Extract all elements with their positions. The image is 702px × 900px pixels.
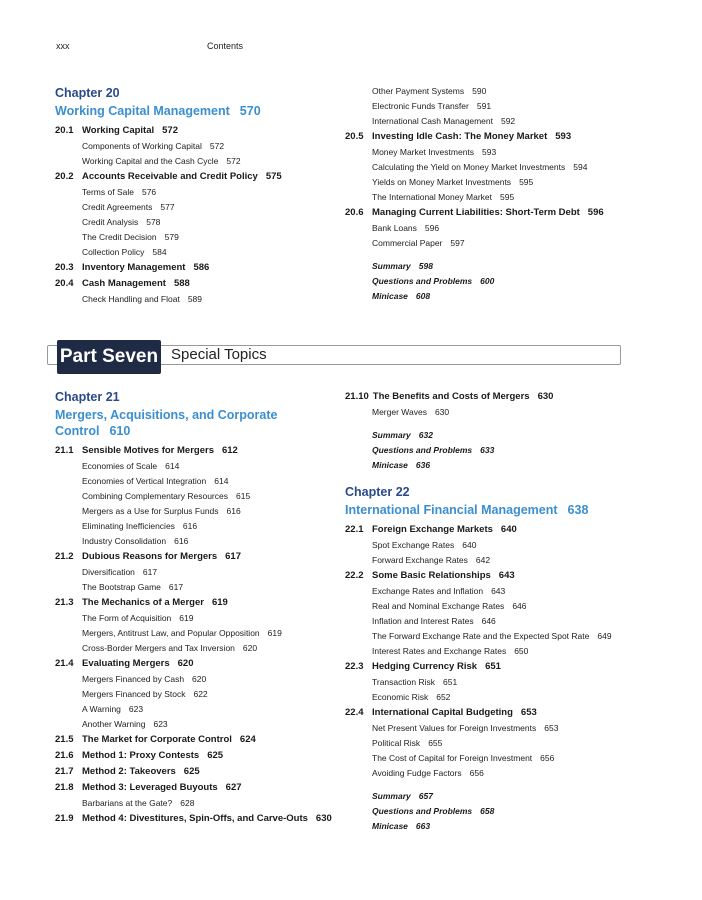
toc-list [345, 84, 645, 304]
subsection-page: 576 [141, 187, 157, 197]
toc-subsection[interactable] [55, 580, 355, 595]
subsection-title: Combining Complementary Resources [82, 491, 228, 501]
toc-section[interactable] [55, 276, 355, 292]
subsection-title: Yields on Money Market Investments [372, 177, 512, 187]
subsection-title: Credit Agreements [82, 202, 153, 212]
end-item-title: Minicase [372, 291, 408, 301]
subsection-page: 579 [164, 232, 179, 242]
end-item-page: 658 [480, 806, 495, 816]
page-number: xxx [56, 41, 70, 51]
subsection-title: Components of Working Capital [82, 141, 202, 151]
subsection-title: Calculating the Yield on Money Market Investments [372, 162, 566, 172]
subsection-title: Working Capital and the Cash Cycle [82, 156, 219, 166]
subsection-title: The International Money Market [372, 192, 493, 202]
section-title: Cash Management [82, 278, 166, 289]
toc-subsection[interactable] [55, 717, 355, 732]
toc-subsection[interactable] [345, 599, 645, 614]
toc-list [55, 443, 355, 827]
subsection-page: 616 [174, 536, 189, 546]
toc-section[interactable] [345, 522, 645, 538]
end-item-title: Summary [372, 430, 411, 440]
subsection-title: Merger Waves [372, 407, 427, 417]
subsection-page: 594 [573, 162, 588, 172]
end-item-title: Summary [372, 791, 411, 801]
end-item-page: 633 [480, 445, 495, 455]
end-item-title: Questions and Problems [372, 445, 473, 455]
subsection-page: 614 [165, 461, 180, 471]
subsection-title: Exchange Rates and Inflation [372, 586, 484, 596]
toc-subsection[interactable] [345, 236, 645, 251]
subsection-page: 650 [514, 646, 529, 656]
toc-subsection[interactable] [55, 796, 355, 811]
toc-end-item[interactable] [345, 443, 645, 458]
section-page: 640 [500, 524, 517, 535]
section-title: Method 3: Leveraged Buyouts [82, 782, 218, 793]
toc-section[interactable] [345, 205, 645, 221]
section-number: 20.1 [55, 125, 74, 136]
section-number: 20.6 [345, 207, 364, 218]
section-page: 617 [225, 551, 241, 562]
section-number: 21.10 [345, 391, 369, 402]
chapter-page: 570 [239, 104, 261, 118]
section-title: Accounts Receivable and Credit Policy [82, 171, 258, 182]
subsection-title: Money Market Investments [372, 147, 475, 157]
toc-subsection[interactable] [345, 190, 645, 205]
toc-subsection[interactable] [345, 766, 645, 781]
subsection-page: 620 [242, 643, 258, 653]
subsection-page: 656 [540, 753, 555, 763]
subsection-title: Transaction Risk [372, 677, 435, 687]
section-title: Method 1: Proxy Contests [82, 750, 200, 761]
subsection-title: Inflation and Interest Rates [372, 616, 474, 626]
subsection-page: 620 [192, 674, 207, 684]
toc-subsection[interactable] [55, 565, 355, 580]
section-page: 612 [221, 445, 238, 456]
toc-list [345, 389, 645, 473]
section-title: Inventory Management [82, 262, 186, 273]
toc-end-item[interactable] [345, 789, 645, 804]
subsection-title: Cross-Border Mergers and Tax Inversion [82, 643, 235, 653]
toc-subsection[interactable] [55, 154, 355, 169]
subsection-page: 596 [424, 223, 440, 233]
end-item-page: 600 [480, 276, 495, 286]
toc-end-item[interactable] [345, 289, 645, 304]
subsection-title: Another Warning [82, 719, 146, 729]
subsection-page: 592 [500, 116, 516, 126]
subsection-title: Interest Rates and Exchange Rates [372, 646, 507, 656]
chapter-21-continued [345, 389, 645, 834]
subsection-page: 616 [226, 506, 241, 516]
chapter-title[interactable]: Mergers, Acquisitions, and Corporate Control 610 [55, 408, 278, 438]
subsection-title: Economic Risk [372, 692, 429, 702]
section-title: International Capital Budgeting [372, 707, 513, 718]
subsection-page: 643 [491, 586, 506, 596]
toc-section[interactable] [55, 123, 355, 139]
toc-end-item[interactable] [345, 274, 645, 289]
toc-section[interactable] [345, 659, 645, 675]
toc-subsection[interactable] [345, 629, 645, 644]
subsection-page: 614 [214, 476, 229, 486]
end-item-page: 632 [418, 430, 433, 440]
toc-subsection[interactable] [345, 84, 645, 99]
toc-subsection[interactable] [345, 736, 645, 751]
toc-subsection[interactable] [345, 584, 645, 599]
subsection-page: 642 [475, 555, 491, 565]
subsection-page: 597 [450, 238, 465, 248]
end-item-title: Summary [372, 261, 411, 271]
spacer [345, 781, 645, 789]
section-title: Managing Current Liabilities: Short-Term Debt [372, 207, 580, 218]
subsection-title: A Warning [82, 704, 121, 714]
toc-section[interactable] [55, 748, 355, 764]
subsection-page: 623 [128, 704, 144, 714]
section-title: Some Basic Relationships [372, 570, 491, 581]
subsection-title: Economies of Scale [82, 461, 158, 471]
subsection-page: 651 [442, 677, 458, 687]
section-page: 575 [265, 171, 282, 182]
subsection-page: 640 [462, 540, 477, 550]
toc-subsection[interactable] [55, 611, 355, 626]
subsection-page: 619 [267, 628, 282, 638]
section-title: Sensible Motives for Mergers [82, 445, 214, 456]
subsection-page: 623 [153, 719, 168, 729]
subsection-page: 646 [512, 601, 527, 611]
toc-subsection[interactable] [55, 534, 355, 549]
toc-section[interactable] [55, 811, 355, 827]
toc-section[interactable] [55, 549, 355, 565]
toc-list [55, 123, 355, 307]
end-item-title: Questions and Problems [372, 276, 473, 286]
toc-subsection[interactable] [55, 641, 355, 656]
subsection-title: The Credit Decision [82, 232, 157, 242]
section-title: Method 4: Divestitures, Spin-Offs, and Carve-Outs [82, 813, 308, 824]
end-item-page: 663 [415, 821, 431, 831]
toc-subsection[interactable] [345, 675, 645, 690]
section-title: The Market for Corporate Control [82, 734, 232, 745]
subsection-title: The Cost of Capital for Foreign Investment [372, 753, 533, 763]
section-number: 21.7 [55, 766, 74, 777]
subsection-title: Forward Exchange Rates [372, 555, 468, 565]
toc-subsection[interactable] [345, 405, 645, 420]
subsection-title: Mergers as a Use for Surplus Funds [82, 506, 219, 516]
section-title: Method 2: Takeovers [82, 766, 176, 777]
chapter-page: 638 [567, 503, 589, 517]
section-number: 22.2 [345, 570, 364, 581]
subsection-page: 572 [226, 156, 241, 166]
section-page: 619 [211, 597, 228, 608]
running-title: Contents [207, 41, 244, 51]
chapter-21-block [55, 390, 355, 827]
subsection-page: 589 [187, 294, 202, 304]
subsection-page: 622 [193, 689, 208, 699]
subsection-title: Credit Analysis [82, 217, 139, 227]
toc-subsection[interactable] [55, 200, 355, 215]
subsection-title: The Form of Acquisition [82, 613, 172, 623]
subsection-title: Diversification [82, 567, 135, 577]
toc-section[interactable] [55, 656, 355, 672]
subsection-title: Avoiding Fudge Factors [372, 768, 462, 778]
chapter-title[interactable]: International Financial Management 638 [345, 503, 589, 517]
subsection-title: Barbarians at the Gate? [82, 798, 173, 808]
subsection-page: 590 [472, 86, 487, 96]
section-page: 596 [587, 207, 604, 218]
subsection-page: 572 [209, 141, 225, 151]
section-page: 625 [207, 750, 224, 761]
subsection-title: Eliminating Inefficiencies [82, 521, 175, 531]
subsection-page: 591 [476, 101, 492, 111]
toc-subsection[interactable] [345, 99, 645, 114]
toc-section[interactable] [55, 169, 355, 185]
section-number: 20.3 [55, 262, 74, 273]
section-page: 627 [225, 782, 242, 793]
toc-section[interactable] [345, 389, 645, 405]
subsection-title: Check Handling and Float [82, 294, 180, 304]
subsection-title: Political Risk [372, 738, 421, 748]
toc-end-item[interactable] [345, 804, 645, 819]
chapter-number: Chapter 22 [345, 485, 410, 499]
toc-subsection[interactable] [345, 751, 645, 766]
subsection-title: Industry Consolidation [82, 536, 167, 546]
subsection-page: 595 [519, 177, 534, 187]
subsection-page: 628 [180, 798, 195, 808]
subsection-title: Mergers Financed by Cash [82, 674, 185, 684]
toc-list [345, 522, 645, 834]
subsection-title: Bank Loans [372, 223, 417, 233]
section-page: 620 [177, 658, 194, 669]
toc-subsection[interactable] [55, 245, 355, 260]
toc-subsection[interactable] [55, 139, 355, 154]
section-number: 21.9 [55, 813, 74, 824]
section-title: Hedging Currency Risk [372, 661, 478, 672]
subsection-page: 655 [428, 738, 443, 748]
toc-subsection[interactable] [345, 160, 645, 175]
toc-subsection[interactable] [55, 504, 355, 519]
section-number: 22.3 [345, 661, 364, 672]
toc-section[interactable] [55, 260, 355, 276]
toc-subsection[interactable] [55, 626, 355, 641]
section-number: 21.1 [55, 445, 74, 456]
toc-end-item[interactable] [345, 819, 645, 834]
toc-subsection[interactable] [55, 459, 355, 474]
section-page: 588 [173, 278, 190, 289]
toc-subsection[interactable] [55, 185, 355, 200]
subsection-title: Mergers, Antitrust Law, and Popular Opposition [82, 628, 260, 638]
end-item-page: 636 [415, 460, 431, 470]
subsection-title: International Cash Management [372, 116, 493, 126]
toc-section[interactable] [55, 780, 355, 796]
chapter-title[interactable]: Working Capital Management 570 [55, 104, 261, 118]
subsection-page: 652 [436, 692, 451, 702]
subsection-page: 584 [152, 247, 167, 257]
section-number: 20.5 [345, 131, 364, 142]
subsection-title: Economies of Vertical Integration [82, 476, 207, 486]
section-number: 21.5 [55, 734, 74, 745]
subsection-page: 616 [182, 521, 198, 531]
toc-subsection[interactable] [345, 114, 645, 129]
subsection-page: 615 [235, 491, 251, 501]
section-page: 651 [485, 661, 501, 672]
section-number: 22.4 [345, 707, 364, 718]
section-page: 653 [520, 707, 537, 718]
toc-subsection[interactable] [55, 292, 355, 307]
section-title: Dubious Reasons for Mergers [82, 551, 218, 562]
part-title: Special Topics [171, 346, 267, 363]
section-title: Evaluating Mergers [82, 658, 170, 669]
toc-subsection[interactable] [345, 538, 645, 553]
subsection-page: 577 [160, 202, 175, 212]
end-item-title: Questions and Problems [372, 806, 473, 816]
toc-subsection[interactable] [345, 221, 645, 236]
toc-subsection[interactable] [55, 687, 355, 702]
section-title: Foreign Exchange Markets [372, 524, 493, 535]
toc-subsection[interactable] [55, 672, 355, 687]
subsection-title: The Forward Exchange Rate and the Expected Spot Rate [372, 631, 590, 641]
subsection-page: 593 [482, 147, 497, 157]
section-page: 593 [555, 131, 572, 142]
toc-section[interactable] [55, 595, 355, 611]
toc-subsection[interactable] [345, 175, 645, 190]
chapter-20-continued [345, 84, 645, 304]
section-title: The Benefits and Costs of Mergers [372, 391, 530, 402]
toc-subsection[interactable] [55, 215, 355, 230]
part-label: Part Seven [57, 340, 161, 374]
subsection-title: Commercial Paper [372, 238, 443, 248]
subsection-page: 646 [481, 616, 496, 626]
chapter-number: Chapter 20 [55, 86, 120, 100]
end-item-page: 657 [418, 791, 433, 801]
toc-subsection[interactable] [345, 145, 645, 160]
section-number: 21.3 [55, 597, 74, 608]
toc-section[interactable] [345, 568, 645, 584]
subsection-page: 630 [434, 407, 450, 417]
section-number: 21.4 [55, 658, 74, 669]
end-item-page: 608 [415, 291, 431, 301]
section-page: 624 [239, 734, 256, 745]
section-title: Working Capital [82, 125, 155, 136]
section-title: Investing Idle Cash: The Money Market [372, 131, 548, 142]
section-page: 572 [162, 125, 178, 136]
subsection-page: 653 [544, 723, 559, 733]
subsection-title: Real and Nominal Exchange Rates [372, 601, 505, 611]
toc-subsection[interactable] [55, 230, 355, 245]
section-page: 630 [315, 813, 332, 824]
toc-end-item[interactable] [345, 458, 645, 473]
spacer [345, 251, 645, 259]
subsection-page: 595 [500, 192, 515, 202]
section-number: 21.8 [55, 782, 74, 793]
subsection-title: Mergers Financed by Stock [82, 689, 186, 699]
section-title: The Mechanics of a Merger [82, 597, 204, 608]
subsection-title: Other Payment Systems [372, 86, 465, 96]
subsection-page: 649 [597, 631, 612, 641]
subsection-title: Spot Exchange Rates [372, 540, 455, 550]
subsection-page: 617 [142, 567, 158, 577]
section-page: 630 [537, 391, 554, 402]
end-item-title: Minicase [372, 460, 408, 470]
section-page: 586 [193, 262, 210, 273]
subsection-title: Terms of Sale [82, 187, 134, 197]
subsection-title: Collection Policy [82, 247, 145, 257]
toc-section[interactable] [345, 129, 645, 145]
subsection-page: 578 [146, 217, 161, 227]
toc-section[interactable] [55, 764, 355, 780]
toc-subsection[interactable] [55, 702, 355, 717]
toc-end-item[interactable] [345, 259, 645, 274]
toc-subsection[interactable] [345, 553, 645, 568]
end-item-page: 598 [418, 261, 433, 271]
toc-subsection[interactable] [55, 489, 355, 504]
toc-subsection[interactable] [55, 474, 355, 489]
subsection-title: The Bootstrap Game [82, 582, 161, 592]
toc-subsection[interactable] [55, 519, 355, 534]
section-number: 22.1 [345, 524, 364, 535]
toc-end-item[interactable] [345, 428, 645, 443]
end-item-title: Minicase [372, 821, 408, 831]
subsection-page: 619 [179, 613, 194, 623]
toc-section[interactable] [55, 732, 355, 748]
toc-section[interactable] [345, 705, 645, 721]
subsection-title: Electronic Funds Transfer [372, 101, 469, 111]
section-number: 20.2 [55, 171, 74, 182]
section-page: 625 [183, 766, 200, 777]
subsection-page: 617 [168, 582, 184, 592]
subsection-title: Net Present Values for Foreign Investments [372, 723, 537, 733]
section-number: 21.2 [55, 551, 74, 562]
chapter-page: 610 [109, 424, 131, 438]
section-number: 21.6 [55, 750, 74, 761]
subsection-page: 656 [469, 768, 484, 778]
toc-subsection[interactable] [345, 644, 645, 659]
toc-subsection[interactable] [345, 690, 645, 705]
toc-subsection[interactable] [345, 614, 645, 629]
chapter-number: Chapter 21 [55, 390, 120, 404]
toc-section[interactable] [55, 443, 355, 459]
toc-subsection[interactable] [345, 721, 645, 736]
chapter-20-block [55, 86, 355, 307]
section-number: 20.4 [55, 278, 74, 289]
spacer [345, 420, 645, 428]
section-page: 643 [498, 570, 515, 581]
